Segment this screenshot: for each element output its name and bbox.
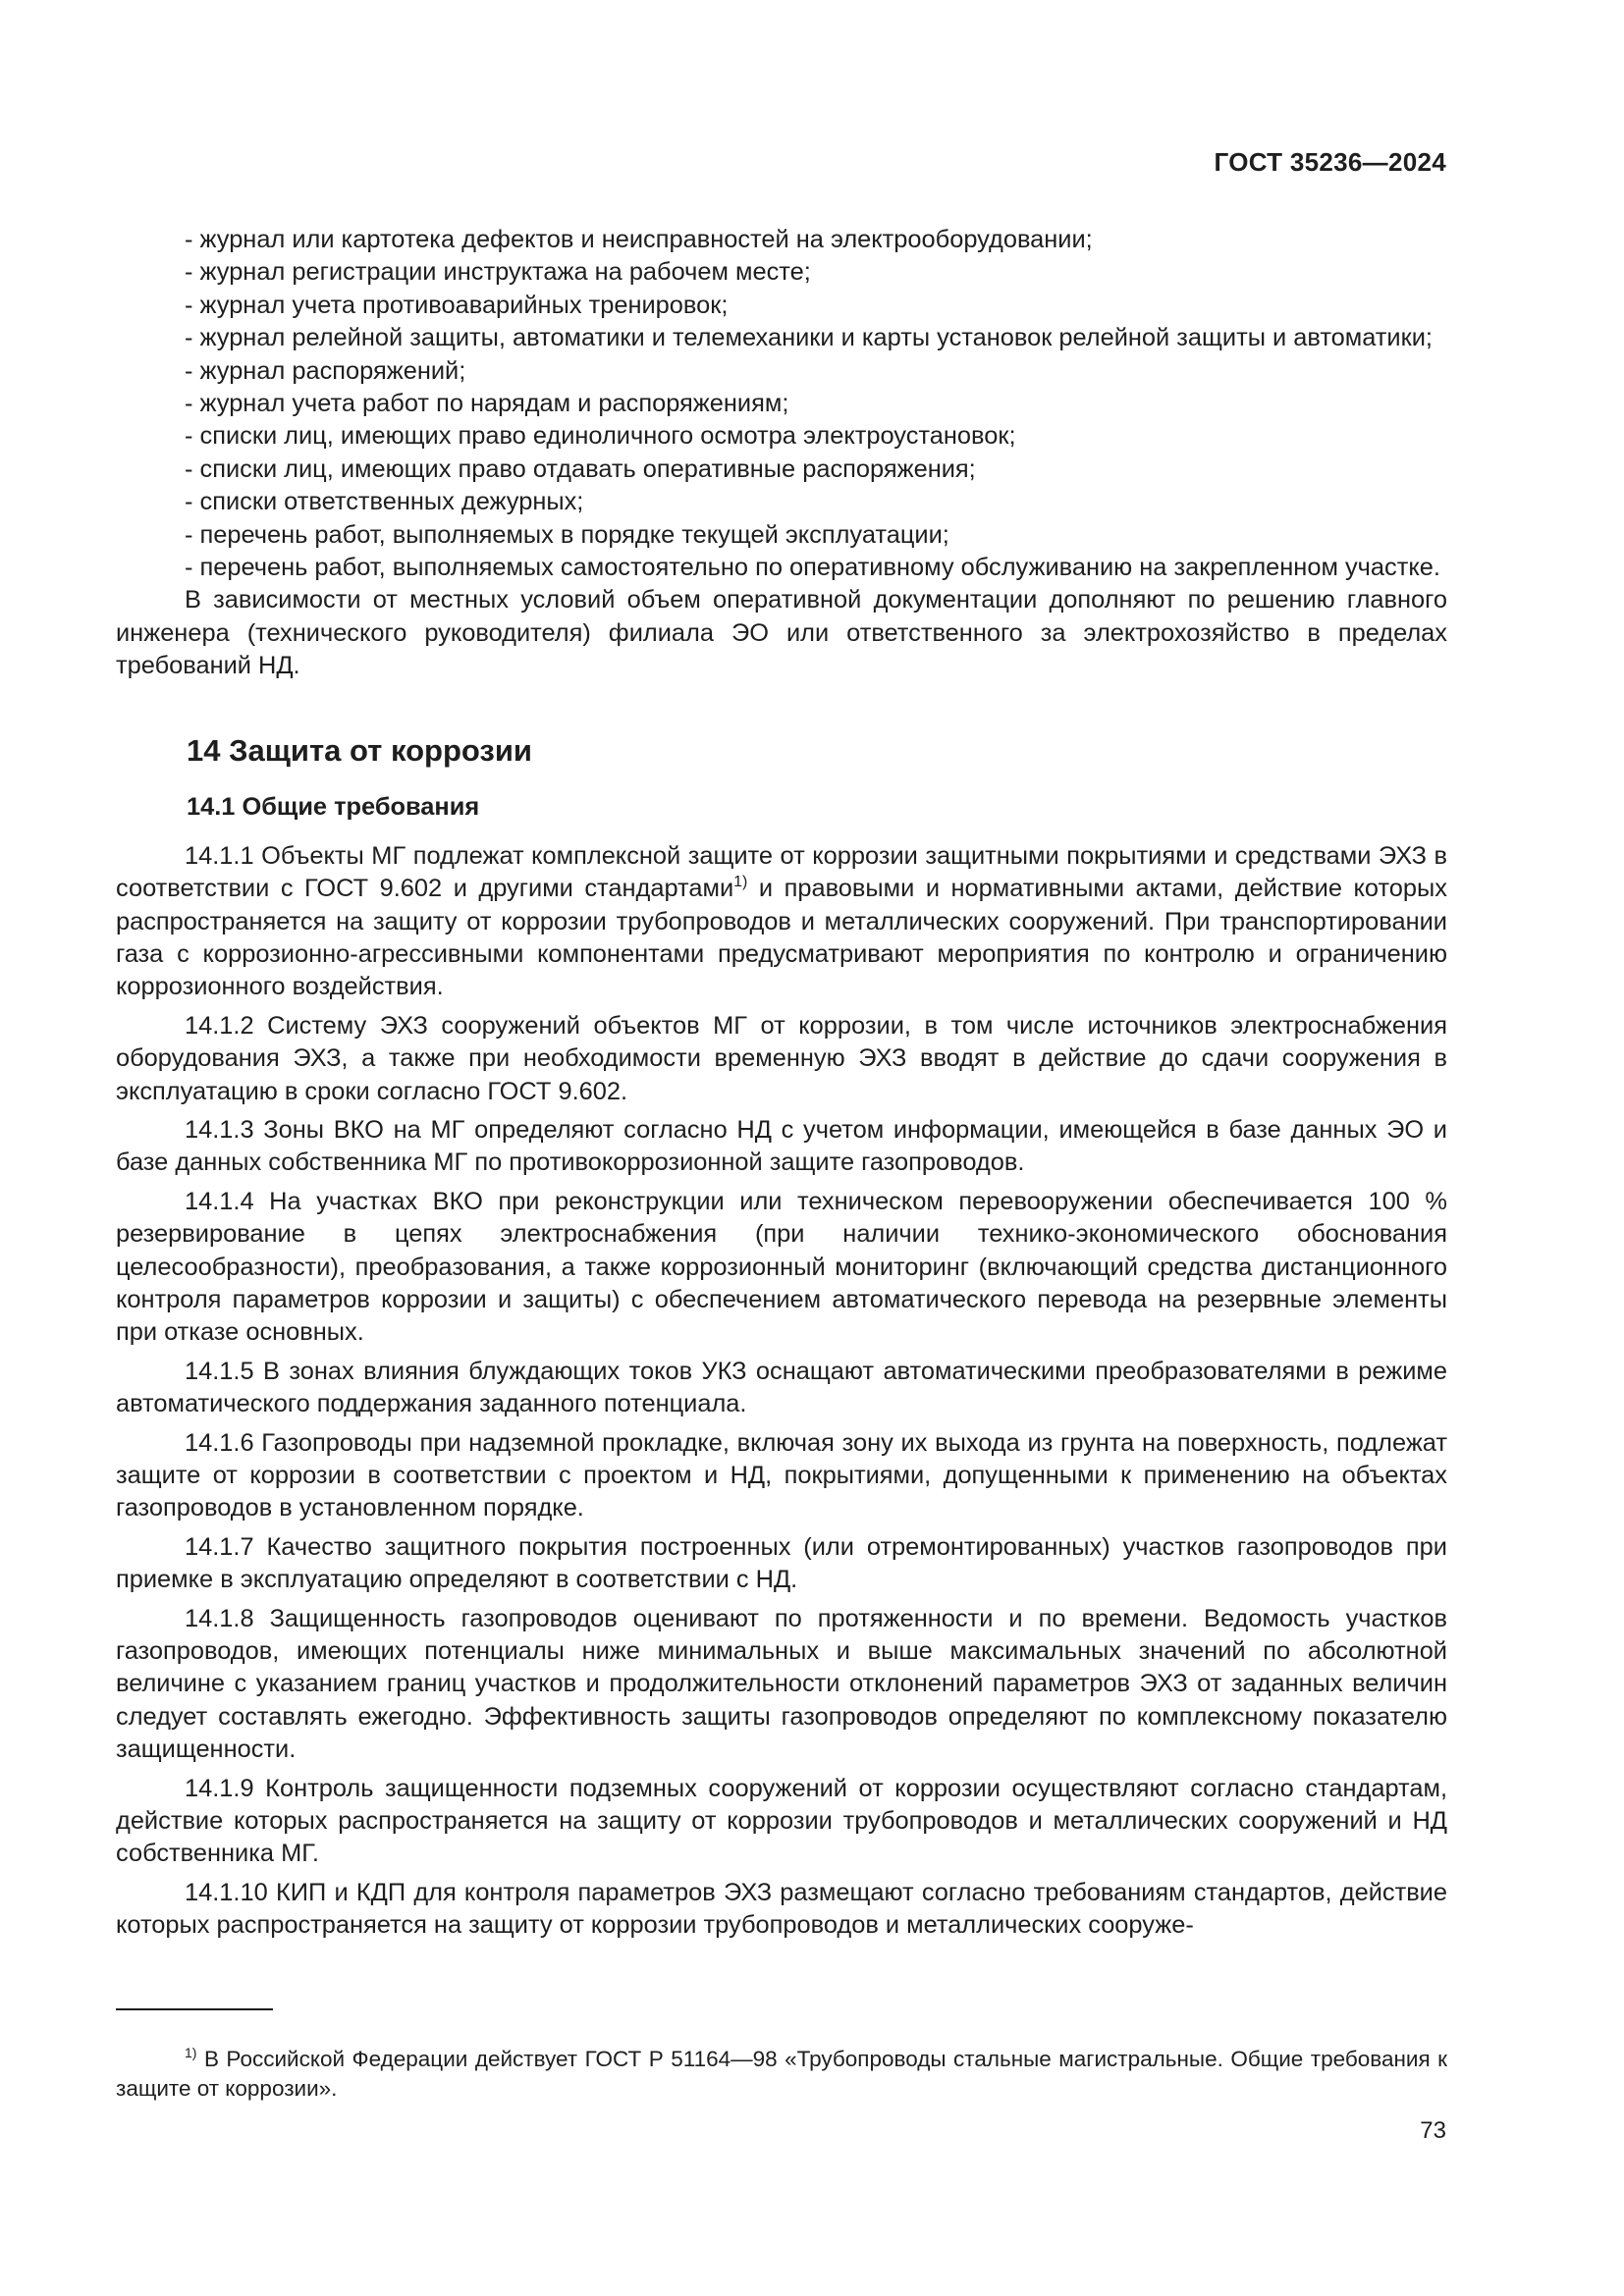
list-item: - списки лиц, имеющих право отдавать оперативные распоряжения;	[185, 454, 976, 483]
paragraph-14-1-7: 14.1.7 Качество защитного покрытия построенных (или отремонтированных) участков газопроводов при приемке в эксплуатацию определяют в соответствии с НД.	[116, 1532, 1447, 1594]
paragraph-14-1-9: 14.1.9 Контроль защищенности подземных сооружений от коррозии осуществляют согласно стандартам, действие которых распространяется на защиту от коррозии трубопроводов и металлических сооружений и НД собственника МГ.	[116, 1774, 1447, 1868]
section-body	[116, 840, 1447, 1943]
closing-paragraph: В зависимости от местных условий объем оперативной документации дополняют по решению главного инженера (технического руководителя) филиала ЭО или ответственного за электрохозяйство в пределах требований НД.	[116, 586, 1447, 680]
list-item: - журнал регистрации инструктажа на рабочем месте;	[185, 258, 811, 287]
paragraph-14-1-6: 14.1.6 Газопроводы при надземной прокладке, включая зону их выхода из грунта на поверхность, подлежат защите от коррозии в соответствии с проектом и НД, покрытиями, допущенными к применению на объектах газопроводов в установленном порядке.	[116, 1428, 1447, 1522]
footnote	[116, 2045, 1447, 2104]
footnote-mark: 1)	[185, 2044, 197, 2060]
subsection-title: 14.1 Общие требования	[187, 792, 480, 821]
paragraph-text: и правовыми и нормативными актами, действие которых распространяется на защиту от коррозии трубопроводов и металлических сооружений. При транспортировании газа с коррозионно-агрессивными компонентами предусматривают мероприятия по контролю и ограничению коррозионного воздействия.	[116, 875, 1447, 1001]
list-item: - перечень работ, выполняемых в порядке текущей эксплуатации;	[185, 520, 949, 549]
list-item: - журнал релейной защиты, автоматики и телемеханики и карты установок релейной защиты и автоматики;	[185, 324, 1433, 352]
list-item: - списки лиц, имеющих право единоличного осмотра электроустановок;	[185, 422, 1016, 451]
list-item: - перечень работ, выполняемых самостоятельно по оперативному обслуживанию на закрепленном участке.	[185, 554, 1440, 582]
paragraph-14-1-3: 14.1.3 Зоны ВКО на МГ определяют согласно НД с учетом информации, имеющейся в базе данных ЭО и базе данных собственника МГ по противокоррозионной защите газопроводов.	[116, 1115, 1447, 1177]
list-item: - журнал распоряжений;	[185, 356, 466, 385]
paragraph-14-1-4: 14.1.4 На участках ВКО при реконструкции или техническом перевооружении обеспечивается 100 % резервирование в цепях электроснабжения (при наличии технико-экономического обоснования целесообразности), преобразования, а также коррозионный мониторинг (включающий средства дистанционного контроля параметров коррозии и защиты) с обеспечением автоматического перевода на резервные элементы при отказе основных.	[116, 1187, 1447, 1347]
list-item: - журнал или картотека дефектов и неисправностей на электрооборудовании;	[185, 226, 1093, 253]
list-item: - журнал учета работ по нарядам и распоряжениям;	[185, 390, 789, 418]
documentation-list	[116, 224, 1447, 584]
paragraph-14-1-1	[116, 840, 1447, 1004]
document-header-standard: ГОСТ 35236—2024	[1214, 147, 1446, 177]
paragraph-14-1-2: 14.1.2 Систему ЭХЗ сооружений объектов МГ от коррозии, в том числе источников электроснабжения оборудования ЭХЗ, а также при необходимости временную ЭХЗ вводят в действие до сдачи сооружения в эксплуатацию в сроки согласно ГОСТ 9.602.	[116, 1011, 1447, 1105]
paragraph-text: 14.1.1 Объекты МГ подлежат комплексной защите от коррозии защитными покрытиями и средствами ЭХЗ в соответствии с ГОСТ 9.602 и другими стандартами	[116, 841, 1447, 903]
list-item: - журнал учета противоаварийных тренировок;	[185, 291, 729, 319]
page-body	[116, 224, 1447, 1949]
list-item: - списки ответственных дежурных;	[185, 488, 584, 516]
footnote-divider	[116, 2008, 273, 2010]
page-number: 73	[1420, 2117, 1446, 2144]
section-title: 14 Защита от коррозии	[187, 732, 532, 768]
paragraph-14-1-10: 14.1.10 КИП и КДП для контроля параметров ЭХЗ размещают согласно требованиям стандартов, действие которых распространяется на защиту от коррозии трубопроводов и металлических сооруже-	[116, 1878, 1447, 1940]
footnote-reference: 1)	[733, 874, 748, 891]
paragraph-14-1-8: 14.1.8 Защищенность газопроводов оценивают по протяженности и по времени. Ведомость участков газопроводов, имеющих потенциалы ниже минимальных и выше максимальных значений по абсолютной величине с указанием границ участков и продолжительности отклонений параметров ЭХЗ от заданных величин следует составлять ежегодно. Эффективность защиты газопроводов определяют по комплексному показателю защищенности.	[116, 1604, 1447, 1764]
paragraph-14-1-5: 14.1.5 В зонах влияния блуждающих токов УКЗ оснащают автоматическими преобразователями в режиме автоматического поддержания заданного потенциала.	[116, 1357, 1447, 1418]
footnote-text: В Российской Федерации действует ГОСТ Р 51164—98 «Трубопроводы стальные магистральные. Общие требования к защите от коррозии».	[116, 2046, 1447, 2101]
